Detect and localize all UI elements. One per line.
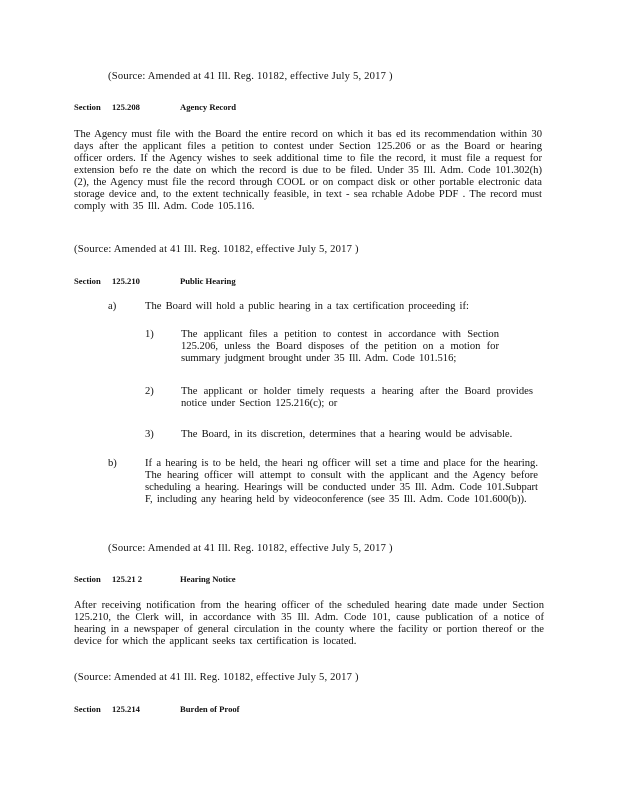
section-number: 125.208	[112, 102, 140, 112]
section-heading	[74, 101, 237, 113]
section-label: Section	[74, 276, 101, 286]
item-label: 1)	[145, 329, 154, 340]
section-heading	[74, 703, 240, 715]
section-number: 125.210	[112, 276, 140, 286]
section-title: Hearing Notice	[180, 574, 236, 584]
item-text: The applicant files a petition to contest in accordance with Section 125.206, unless the Board disposes of the petition on a motion for summary judgment brought under 35 Ill. Adm. Code 101.516;	[181, 329, 499, 364]
section-body: After receiving notification from the hearing officer of the scheduled hearing date made under Section 125.210, the Clerk will, in accordance with 35 Ill. Adm. Code 101, cause publication of a notice of hearing in a newspaper of general circulation in the county where the facility or portion thereof or the device for which the applicant seeks tax certification is located.	[74, 600, 544, 647]
item-label: 3)	[145, 429, 154, 440]
source-note: (Source: Amended at 41 Ill. Reg. 10182, effective July 5, 2017 )	[74, 244, 359, 255]
section-title: Agency Record	[180, 102, 237, 112]
item-text: The applicant or holder timely requests a hearing after the Board provides notice under Section 125.216(c); or	[181, 386, 533, 409]
section-label: Section	[74, 704, 101, 714]
section-number: 125.214	[112, 704, 140, 714]
source-note: (Source: Amended at 41 Ill. Reg. 10182, effective July 5, 2017 )	[108, 543, 393, 554]
subsection-text: If a hearing is to be held, the heari ng officer will set a time and place for the hearing. The hearing officer will attempt to consult with the applicant and the Agency before scheduling a hearing. Hearings will be conducted under 35 Ill. Adm. Code 101.Subpart F, including any hearing held by videoconference (see 35 Ill. Adm. Code 101.600(b)).	[145, 458, 538, 505]
source-note: (Source: Amended at 41 Ill. Reg. 10182, effective July 5, 2017 )	[108, 71, 393, 82]
section-title: Public Hearing	[180, 276, 236, 286]
section-number: 125.21 2	[112, 574, 143, 584]
section-label: Section	[74, 102, 101, 112]
item-text: The Board, in its discretion, determines that a hearing would be advisable.	[181, 429, 513, 440]
section-label: Section	[74, 574, 101, 584]
section-heading	[74, 275, 236, 287]
item-label: 2)	[145, 386, 154, 397]
section-heading	[74, 573, 236, 585]
source-note: (Source: Amended at 41 Ill. Reg. 10182, effective July 5, 2017 )	[74, 672, 359, 683]
subsection-label: b)	[108, 458, 117, 469]
subsection-text: The Board will hold a public hearing in a tax certification proceeding if:	[145, 301, 469, 312]
subsection-label: a)	[108, 301, 117, 312]
section-title: Burden of Proof	[180, 704, 240, 714]
section-body: The Agency must file with the Board the entire record on which it bas ed its recommendation within 30 days after the applicant files a petition to contest under Section 125.206 or as the Board or hearing officer orders. If the Agency wishes to seek additional time to file the record, it must file a request for extension befo re the date on which the record is due to be filed. Under 35 Ill. Adm. Code 101.302(h)(2), the Agency must file the record through COOL or on compact disk or other portable electronic data storage device and, to the extent technically feasible, in text - sea rchable Adobe PDF . The record must comply with 35 Ill. Adm. Code 105.116.	[74, 129, 542, 212]
